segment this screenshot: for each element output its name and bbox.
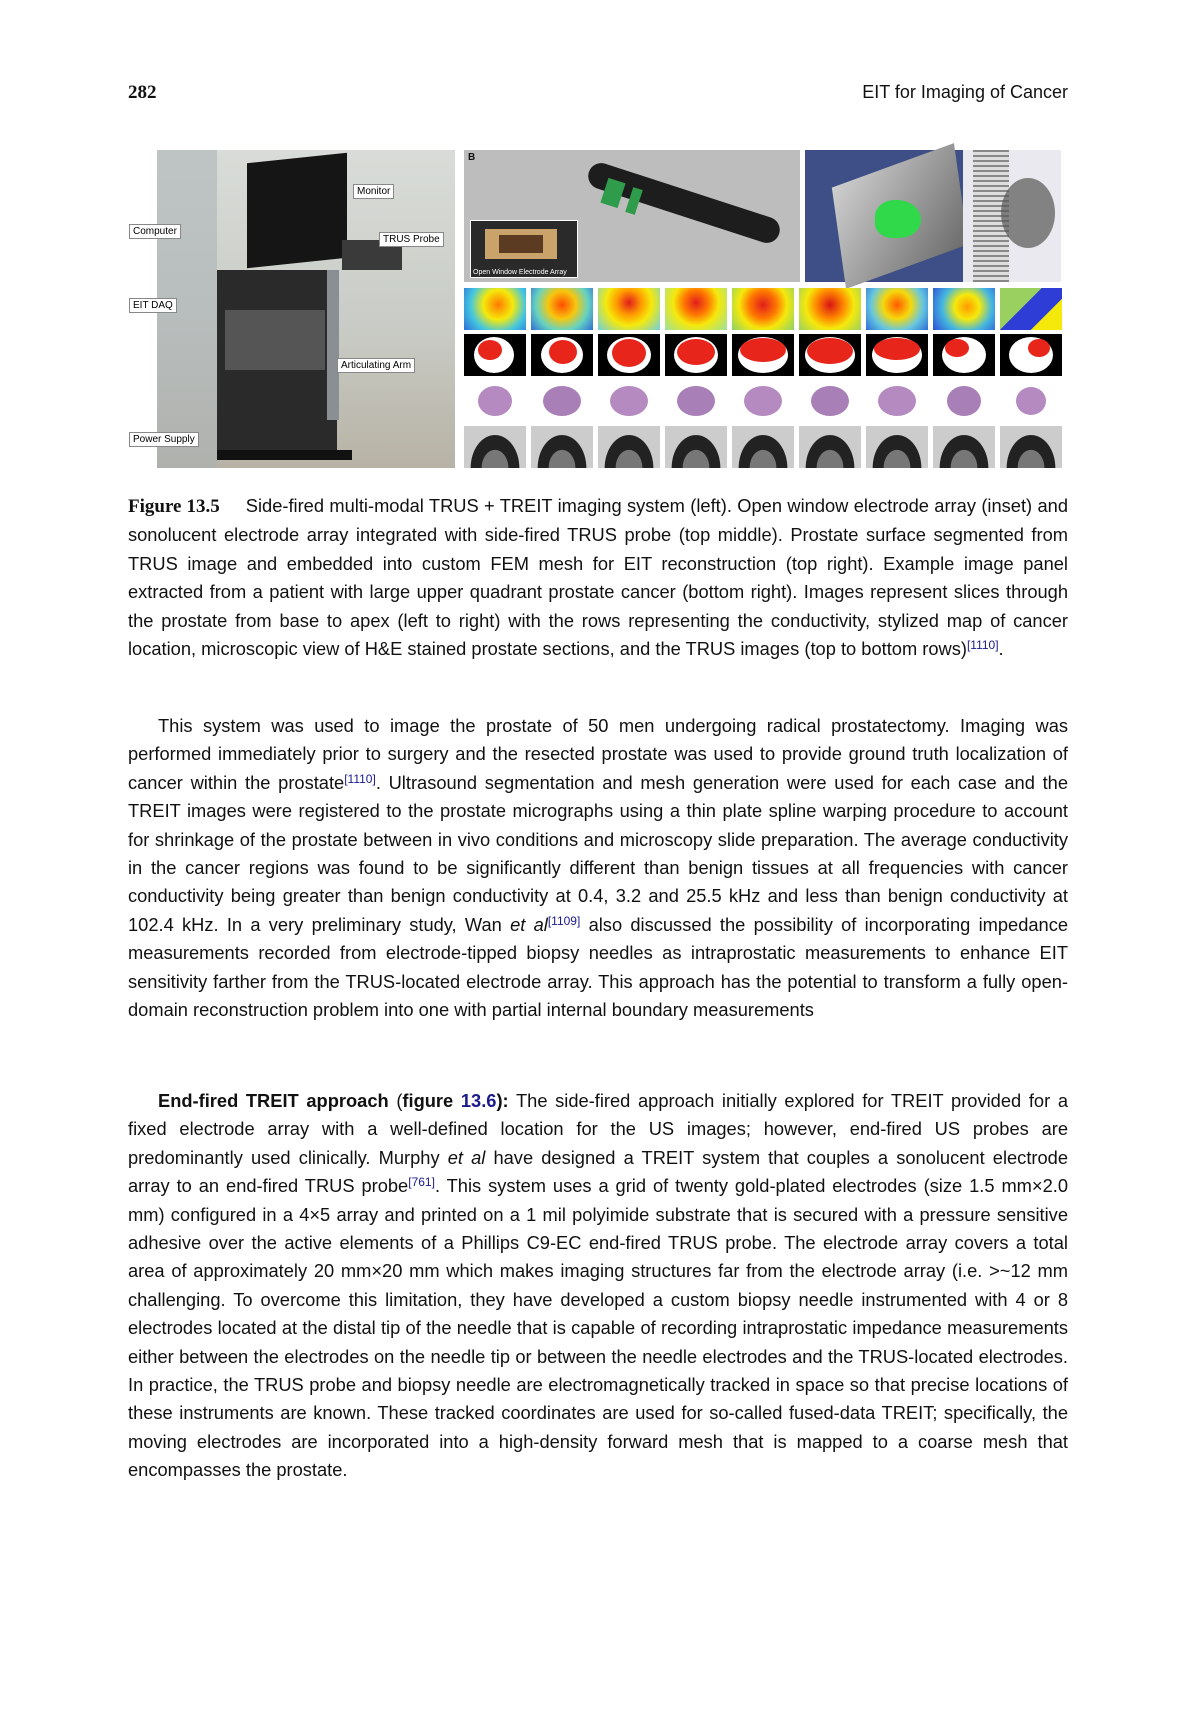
trus-slice — [933, 426, 995, 468]
paragraph-2: End-fired TREIT approach (figure 13.6): The side-fired approach initially explored for TREIT provided for a fixed electrode array with a well-defined location for the US images; however, end-fired US probes are predominantly used clinically. Murphy et al have designed a TREIT system that couples a sonolucent electrode array to an end-fired TRUS probe[761]. This system uses a grid of twenty gold-plated electrodes (size 1.5 mm×2.0 mm) configured in a 4×5 array and printed on a 1 mil polyimide substrate that is secured with a pressure sensitive adhesive over the active elements of a Phillips C9-EC end-fired TRUS probe. The electrode array covers a total area of approximately 20 mm×20 mm which makes imaging structures far from the electrode array (i.e. >~12 mm challenging. To overcome this limitation, they have developed a custom biopsy needle instrumented with 4 or 8 electrodes located at the distal tip of the needle that is capable of recording intraprostatic impedance measurements either between the electrodes on the needle tip or between the needle electrodes and the TRUS-located electrodes. In practice, the TRUS probe and biopsy needle are electromagnetically tracked in space so that precise locations of these instruments are known. These tracked coordinates are used for so-called fused-data TREIT; specifically, the moving electrodes are incorporated into a high-density forward mesh that is mapped to a coarse mesh that encompasses the prostate. — [128, 1090, 1068, 1481]
histology-slice — [598, 382, 660, 420]
system-photo — [133, 150, 455, 468]
cancer-map-slice — [1000, 334, 1062, 376]
trus-slice — [799, 426, 861, 468]
histology-slice — [1000, 382, 1062, 420]
trus-slice — [531, 426, 593, 468]
histology-row — [464, 382, 1062, 420]
running-title: EIT for Imaging of Cancer — [862, 82, 1068, 102]
citation-link[interactable]: [761] — [408, 1175, 435, 1190]
cancer-map-row — [464, 334, 1062, 376]
label-power-supply: Power Supply — [129, 432, 199, 447]
label-monitor: Monitor — [353, 184, 394, 199]
conductivity-row — [464, 288, 1062, 330]
cancer-map-slice — [531, 334, 593, 376]
figure-13-5 — [133, 150, 1061, 468]
conductivity-slice — [464, 288, 526, 330]
section-run-in-heading: End-fired TREIT approach — [158, 1090, 389, 1111]
conductivity-slice — [1000, 288, 1062, 330]
histology-slice — [464, 382, 526, 420]
monitor-shape — [247, 153, 347, 269]
cancer-map-slice — [933, 334, 995, 376]
figure-label: Figure 13.5 — [128, 496, 220, 517]
cancer-map-slice — [665, 334, 727, 376]
cancer-map-slice — [598, 334, 660, 376]
conductivity-slice — [665, 288, 727, 330]
trus-slice — [598, 426, 660, 468]
inset-electrode-array — [470, 220, 578, 278]
citation-link[interactable]: [1109] — [547, 913, 581, 928]
figure-caption: Figure 13.5 Side-fired multi-modal TRUS + TREIT imaging system (left). Open window electrode array (inset) and sonolucent electrode array integrated with side-fired TRUS probe (top middle). Prostate surface segmented from TRUS image and embedded into custom FEM mesh for EIT reconstruction (top right). Example image panel extracted from a patient with large upper quadrant prostate cancer (bottom right). Images represent slices through the prostate from base to apex (left to right) with the rows representing the conductivity, stylized map of cancer location, microscopic view of H&E stained prostate sections, and the TRUS images (top to bottom rows)[1110]. — [128, 495, 1068, 660]
label-computer: Computer — [129, 224, 181, 239]
histology-slice — [933, 382, 995, 420]
conductivity-slice — [531, 288, 593, 330]
cancer-map-slice — [732, 334, 794, 376]
image-panel-grid — [464, 288, 1061, 468]
trus-slice — [665, 426, 727, 468]
trus-row — [464, 426, 1062, 468]
histology-slice — [732, 382, 794, 420]
histology-slice — [665, 382, 727, 420]
paragraph-1: This system was used to image the prostate of 50 men undergoing radical prostatectomy. Imaging was performed immediately prior to surgery and the resected prostate was used to provide ground truth localization of cancer within the prostate[1110]. Ultrasound segmentation and mesh generation were used for each case and the TREIT images were registered to the prostate micrographs using a thin plate spline warping procedure to account for shrinkage of the prostate between in vivo conditions and microscopy slide preparation. The average conductivity in the cancer regions was found to be significantly different than benign tissues at all frequencies with cancer conductivity being greater than benign conductivity at 0.4, 3.2 and 25.5 kHz and less than benign conductivity at 102.4 kHz. In a very preliminary study, Wan et al[1109] also discussed the possibility of incorporating impedance measurements recorded from electrode-tipped biopsy needles as intraprostatic measurements to enhance EIT sensitivity farther from the TRUS-located electrode array. This approach has the potential to transform a fully open-domain reconstruction problem into one with partial internal boundary measurements — [128, 715, 1068, 1021]
panel-letter: B — [468, 152, 476, 163]
trus-slice — [1000, 426, 1062, 468]
citation-link[interactable]: [1110] — [966, 638, 999, 653]
cancer-map-slice — [464, 334, 526, 376]
conductivity-slice — [598, 288, 660, 330]
histology-slice — [866, 382, 928, 420]
fem-mesh-image — [805, 150, 1061, 282]
probe-photo — [464, 150, 800, 282]
histology-slice — [531, 382, 593, 420]
inset-label: Open Window Electrode Array — [473, 269, 567, 276]
cancer-map-slice — [799, 334, 861, 376]
conductivity-slice — [799, 288, 861, 330]
page-header — [128, 82, 1068, 106]
label-eit-daq: EIT DAQ — [129, 298, 177, 313]
page-number: 282 — [128, 82, 157, 103]
trus-slice — [866, 426, 928, 468]
trus-slice — [732, 426, 794, 468]
conductivity-slice — [732, 288, 794, 330]
label-trus-probe: TRUS Probe — [379, 232, 444, 247]
conductivity-slice — [933, 288, 995, 330]
conductivity-slice — [866, 288, 928, 330]
caption-text: Side-fired multi-modal TRUS + TREIT imaging system (left). Open window electrode array (inset) and sonolucent electrode array integrated with side-fired TRUS probe (top middle). Prostate surface segmented from TRUS image and embedded into custom FEM mesh for EIT reconstruction (top right). Example image panel extracted from a patient with large upper quadrant prostate cancer (bottom right). Images represent slices through the prostate from base to apex (left to right) with the rows representing the conductivity, stylized map of cancer location, microscopic view of H&E stained prostate sections, and the TRUS images (top to bottom rows) — [128, 495, 1068, 660]
prostate-surface — [875, 200, 921, 238]
label-articulating-arm: Articulating Arm — [337, 358, 415, 373]
cancer-map-slice — [866, 334, 928, 376]
citation-link[interactable]: [1110] — [344, 771, 376, 786]
trus-slice — [464, 426, 526, 468]
figure-link[interactable]: 13.6 — [460, 1090, 497, 1111]
histology-slice — [799, 382, 861, 420]
